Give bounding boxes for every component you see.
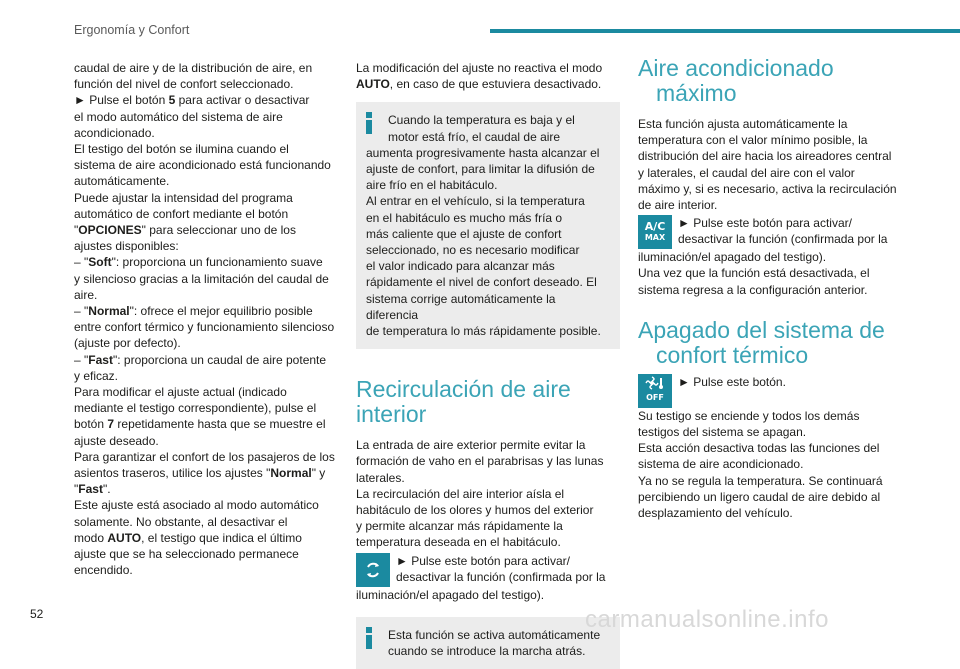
- text-line: La entrada de aire exterior permite evitar la: [356, 438, 586, 453]
- note-line: más caliente que el ajuste de confort: [366, 226, 562, 241]
- text-line: distribución del aire hacia los aireadores central: [638, 149, 892, 164]
- text-line: La recirculación del aire interior aísla el: [356, 486, 565, 501]
- text-line: Este ajuste está asociado al modo automático: [74, 498, 319, 513]
- text-line: – "Fast": proporciona un caudal de aire potente: [74, 352, 327, 367]
- recirculation-button-icon: [356, 553, 390, 587]
- text-line: automáticamente.: [74, 174, 170, 189]
- instruction-line: ► Pulse este botón.: [678, 374, 786, 389]
- section-heading: Aire acondicionado máximo: [638, 55, 834, 106]
- text-line: Su testigo se enciende y todos los demás: [638, 408, 860, 423]
- note-line: aire frío en el habitáculo.: [366, 178, 498, 193]
- page-number: 52: [30, 607, 44, 621]
- max-ac-instruction: [638, 215, 910, 249]
- column-1: [74, 60, 346, 579]
- text-line: modo AUTO, el testigo que indica el último: [74, 530, 302, 545]
- text-line: Puede ajustar la intensidad del programa: [74, 190, 293, 205]
- recirculation-section: [356, 377, 620, 603]
- info-note: [356, 617, 620, 669]
- text-line: percibiendo un ligero caudal de aire debido al: [638, 489, 881, 504]
- note-line: motor está frío, el caudal de aire: [388, 129, 561, 144]
- text-line: asientos traseros, utilice los ajustes "Normal" y: [74, 466, 326, 481]
- text-line: y laterales, el caudal del aire con el valor: [638, 165, 855, 180]
- max-ac-section: [638, 56, 910, 298]
- text-line: sistema de aire acondicionado está funcionando: [74, 158, 331, 173]
- text-line: testigos del sistema se apagan.: [638, 425, 807, 440]
- system-off-section: [638, 318, 910, 521]
- instruction-line: desactivar la función (confirmada por la: [678, 232, 888, 247]
- watermark: carmanualsonline.info: [585, 606, 829, 633]
- text-line: – "Soft": proporciona un funcionamiento suave: [74, 255, 323, 270]
- text-line: de aire interior.: [638, 198, 718, 213]
- note-line: ajuste de confort, para limitar la difusión de: [366, 162, 595, 177]
- text-line: "OPCIONES" para seleccionar uno de los: [74, 223, 296, 238]
- text-line: el modo automático del sistema de aire: [74, 109, 283, 124]
- text-line: botón 7 repetidamente hasta que se muestre el: [74, 417, 326, 432]
- text-line: máximo y, si es necesario, activa la recirculación: [638, 181, 897, 196]
- text-line: automático de confort mediante el botón: [74, 206, 289, 221]
- header-accent-bar: [490, 29, 960, 33]
- text-line: Esta acción desactiva todas las funciones del: [638, 441, 880, 456]
- note-line: Esta función se activa automáticamente: [388, 627, 601, 642]
- text-line: laterales.: [356, 470, 405, 485]
- note-line: de temperatura lo más rápidamente posible.: [366, 324, 601, 339]
- text-line: La modificación del ajuste no reactiva el modo: [356, 61, 603, 75]
- text-line: habitáculo de los olores y humos del exterior: [356, 503, 594, 518]
- text-line: sistema de aire acondicionado.: [638, 457, 804, 472]
- note-line: Al entrar en el vehículo, si la temperatura: [366, 194, 585, 209]
- note-line: Cuando la temperatura es baja y el: [388, 113, 575, 128]
- text-line: caudal de aire y de la distribución de aire, en: [74, 61, 313, 75]
- text-line: desplazamiento del vehículo.: [638, 506, 793, 521]
- text-line: (ajuste por defecto).: [74, 336, 181, 351]
- note-line: en el habitáculo es mucho más fría o: [366, 210, 563, 225]
- text-line: aire.: [74, 287, 98, 302]
- section-heading: Apagado del sistema de confort térmico: [638, 316, 885, 368]
- note-line: cuando se introduce la marcha atrás.: [388, 644, 586, 659]
- text-line: Una vez que la función está desactivada, el: [638, 266, 870, 281]
- text-line: temperatura deseada en el habitáculo.: [356, 535, 561, 550]
- column-2: [356, 60, 620, 669]
- text-line: sistema regresa a la configuración anterior.: [638, 282, 868, 297]
- note-line: aumenta progresivamente hasta alcanzar el: [366, 145, 600, 160]
- column-3: [638, 55, 910, 521]
- text-line: Ya no se regula la temperatura. Se continuará: [638, 473, 883, 488]
- text-line: encendido.: [74, 563, 133, 578]
- fan-off-button-icon: OFF: [638, 374, 672, 408]
- text-line: solamente. No obstante, al desactivar el: [74, 514, 288, 529]
- text-line: ajustes disponibles:: [74, 239, 179, 254]
- text-line: AUTO, en caso de que estuviera desactivado.: [356, 77, 602, 92]
- text-line: iluminación/el apagado del testigo).: [356, 587, 545, 602]
- recirculation-instruction: [356, 553, 620, 587]
- info-note: [356, 102, 620, 349]
- text-line: – "Normal": ofrece el mejor equilibrio posible: [74, 304, 313, 319]
- ac-max-button-icon: A/C MAX: [638, 215, 672, 249]
- text-line: formación de vaho en el parabrisas y las lunas: [356, 454, 604, 469]
- text-line: mediante el testigo correspondiente), pulse el: [74, 401, 317, 416]
- text-line: función del nivel de confort seleccionado.: [74, 77, 294, 92]
- note-line: rápidamente el nivel de confort deseado. El: [366, 275, 597, 290]
- section-heading: Recirculación de aire interior: [356, 376, 571, 428]
- instruction-line: desactivar la función (confirmada por la: [396, 569, 606, 584]
- info-icon: [366, 627, 372, 649]
- text-line: ajuste que se ha seleccionado permanece: [74, 547, 299, 562]
- system-off-instruction: [638, 374, 910, 408]
- text-line: temperatura con el valor mínimo posible, la: [638, 133, 868, 148]
- note-line: el valor indicado para alcanzar más: [366, 259, 555, 274]
- instruction-line: ► Pulse este botón para activar/: [396, 553, 570, 568]
- text-line: y eficaz.: [74, 368, 119, 383]
- section-title: Ergonomía y Confort: [74, 23, 190, 37]
- info-icon: [366, 112, 372, 134]
- text-line: y silencioso gracias a la limitación del caudal de: [74, 271, 329, 286]
- text-line: ajuste deseado.: [74, 433, 159, 448]
- text-line: acondicionado.: [74, 125, 155, 140]
- text-line: iluminación/el apagado del testigo).: [638, 250, 827, 265]
- text-line: "Fast".: [74, 482, 111, 497]
- text-line: y permite alcanzar más rápidamente la: [356, 519, 563, 534]
- note-line: seleccionado, no es necesario modificar: [366, 243, 580, 258]
- note-line: sistema corrige automáticamente la diferencia: [366, 291, 556, 322]
- text-line: entre confort térmico y funcionamiento silencioso: [74, 320, 335, 335]
- text-line: Esta función ajusta automáticamente la: [638, 117, 848, 131]
- text-line: Para modificar el ajuste actual (indicado: [74, 385, 287, 400]
- text-line: El testigo del botón se ilumina cuando el: [74, 142, 289, 157]
- text-line: ► Pulse el botón 5 para activar o desactivar: [74, 93, 310, 108]
- text-line: Para garantizar el confort de los pasajeros de los: [74, 449, 335, 464]
- instruction-line: ► Pulse este botón para activar/: [678, 216, 852, 231]
